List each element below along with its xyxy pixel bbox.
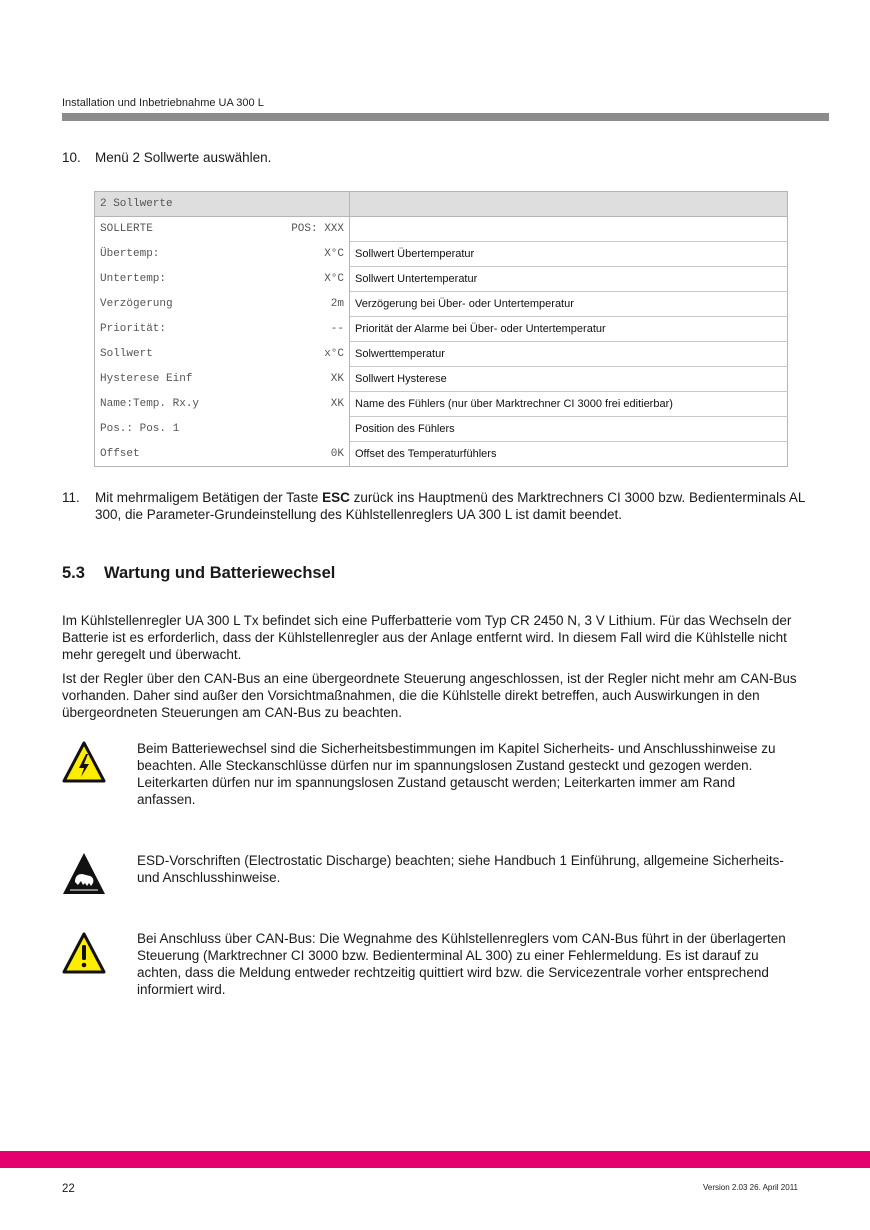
table-row — [95, 392, 788, 417]
param-name: Hysterese Einf — [95, 367, 256, 392]
footer-accent-bar — [0, 1151, 870, 1168]
sollwerte-parameter-table — [94, 191, 788, 467]
param-name: Offset — [95, 442, 256, 467]
param-description: Position des Fühlers — [350, 417, 788, 442]
table-header-row — [95, 192, 788, 217]
section-heading — [62, 564, 335, 583]
section-number: 5.3 — [62, 564, 85, 582]
param-value — [255, 417, 350, 442]
step-text-after: zurück ins Hauptmenü des Marktrechners CI 3000 bzw. Bedienterminals AL 300, die Parameter-Grundeinstellung des Kühlstellenreglers UA 300 L ist damit beendet. — [95, 490, 805, 522]
high-voltage-warning-icon — [62, 741, 106, 785]
param-value: 2m — [330, 298, 344, 310]
param-value: 0K — [330, 447, 344, 460]
running-header-title: Installation und Inbetriebnahme UA 300 L — [62, 97, 264, 109]
step-number: 10. — [62, 150, 81, 165]
param-name: Sollwert — [95, 342, 256, 367]
body-paragraph: Ist der Regler über den CAN-Bus an eine übergeordnete Steuerung angeschlossen, ist der Regler nicht mehr am CAN-Bus vorhanden. Daher sind außer den Vorsichtmaßnahmen, die die Kühlstelle direkt betreffen, auch Auswirkungen in den übergeordneten Steuerungen am CAN-Bus zu beachten. — [62, 671, 797, 720]
notice-text: Beim Batteriewechsel sind die Sicherheitsbestimmungen im Kapitel Sicherheits- und Anschlusshinweise zu beachten. Alle Steckanschlüsse dürfen nur im spannungslosen Zustand gesteckt und gezogen werden. Leiterkarten dürfen nur im spannungslosen Zustand getauscht werden; Leiterkarten immer am Rand anfassen. — [137, 741, 776, 807]
param-name: Name:Temp. Rx.y — [95, 392, 256, 417]
param-description: Sollwert Untertemperatur — [350, 267, 788, 292]
page-number: 22 — [62, 1183, 75, 1195]
param-value: -- — [330, 323, 344, 335]
table-row — [95, 367, 788, 392]
param-name: SOLLERTE — [95, 217, 256, 242]
table-header-name: 2 Sollwerte — [95, 192, 256, 217]
param-value: POS: XXX — [291, 223, 344, 236]
param-description: Sollwert Übertemperatur — [350, 242, 788, 267]
body-paragraph: Im Kühlstellenregler UA 300 L Tx befindet sich eine Pufferbatterie vom Typ CR 2450 N, 3 V Lithium. Für das Wechseln der Batterie ist es erforderlich, dass der Kühlstellenregler aus der Anlage entfernt wird. In diesem Fall wird die Kühlstelle nicht mehr geregelt und überwacht. — [62, 613, 792, 662]
param-description: Solwerttemperatur — [350, 342, 788, 367]
param-value: X°C — [324, 273, 344, 285]
param-name: Priorität: — [95, 317, 256, 342]
general-warning-icon — [62, 932, 106, 976]
table-row — [95, 442, 788, 467]
param-name: Verzögerung — [95, 292, 256, 317]
param-value: XK — [330, 373, 344, 385]
step-text-before: Mit mehrmaligem Betätigen der Taste — [95, 490, 323, 505]
param-value: XK — [330, 398, 344, 410]
param-name: Untertemp: — [95, 267, 256, 292]
table-row — [95, 217, 788, 242]
param-description: Priorität der Alarme bei Über- oder Untertemperatur — [350, 317, 788, 342]
notice-text: ESD-Vorschriften (Electrostatic Discharge) beachten; siehe Handbuch 1 Einführung, allgemeine Sicherheits- und Anschlusshinweise. — [137, 853, 784, 885]
param-value: X°C — [324, 248, 344, 260]
table-row — [95, 242, 788, 267]
notice-text: Bei Anschluss über CAN-Bus: Die Wegnahme des Kühlstellenreglers vom CAN-Bus führt in der überlagerten Steuerung (Marktrechner CI 3000 bzw. Bedienterminal AL 300) zu einer Fehlermeldung. Es ist darauf zu achten, dass die Meldung entweder rechtzeitig quittiert wird bzw. die Servicezentrale vorher entsprechend informiert wird. — [137, 931, 786, 997]
param-description: Verzögerung bei Über- oder Untertemperatur — [350, 292, 788, 317]
param-description: Offset des Temperaturfühlers — [350, 442, 788, 467]
section-title: Wartung und Batteriewechsel — [104, 564, 336, 582]
step-number: 11. — [62, 490, 80, 505]
table-row — [95, 267, 788, 292]
param-name: Übertemp: — [95, 242, 256, 267]
param-description: Name des Fühlers (nur über Marktrechner CI 3000 frei editierbar) — [350, 392, 788, 417]
esc-key-label: ESC — [322, 490, 350, 505]
table-row — [95, 342, 788, 367]
param-description — [350, 217, 788, 242]
param-name: Pos.: Pos. 1 — [95, 417, 256, 442]
table-header-description — [350, 192, 788, 217]
step-text — [95, 489, 815, 523]
header-rule — [62, 113, 829, 121]
table-header-value — [255, 192, 350, 217]
table-row — [95, 292, 788, 317]
esd-warning-icon — [62, 852, 106, 896]
version-info: Version 2.03 26. April 2011 — [702, 1183, 798, 1192]
param-value: x°C — [324, 348, 344, 360]
step-text: Menü 2 Sollwerte auswählen. — [95, 150, 272, 165]
table-row — [95, 417, 788, 442]
table-row — [95, 317, 788, 342]
param-description: Sollwert Hysterese — [350, 367, 788, 392]
